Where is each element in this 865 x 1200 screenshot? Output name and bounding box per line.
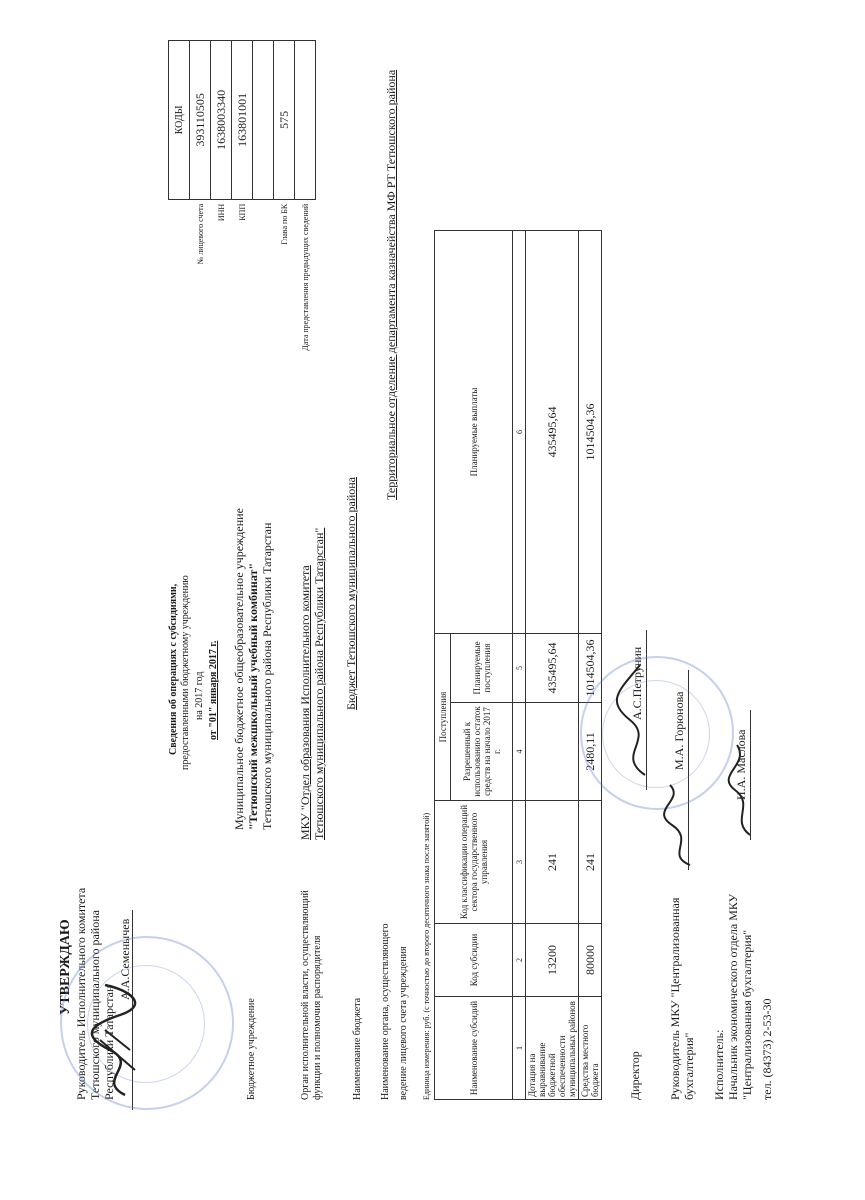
row-1-code: 13200 [526, 924, 579, 997]
row-1-name-line-2: бюджетной обеспеченности [547, 1035, 567, 1097]
budget-label: Наименование бюджета [352, 997, 363, 1100]
executor-name: И.А. Маслова [734, 729, 748, 800]
col-header-receipts: Поступления [435, 634, 451, 801]
head-signature-icon [660, 780, 700, 870]
executor-signature-icon [725, 740, 760, 840]
code-label-kpp: КПП [237, 203, 247, 221]
col-header-name: Наименование субсидий [435, 997, 513, 1100]
col-number-6: 6 [513, 231, 526, 634]
col-header-code: Код субсидии [435, 924, 513, 997]
unit-of-measure: Единица измерения: руб. (с точностью до второго десятичного знака после запятой) [422, 812, 431, 1100]
codes-table [168, 40, 316, 400]
table-row [579, 231, 602, 1100]
approval-title: УТВЕРЖДАЮ [58, 919, 73, 1015]
row-1-planned-payments: 435495,64 [526, 231, 579, 634]
executor-line-1: Начальник экономического отдела МКУ [726, 893, 740, 1100]
col-number-3: 3 [513, 801, 526, 924]
row-1-kosgu: 241 [526, 801, 579, 924]
row-1-name [526, 997, 579, 1100]
institution-line-1: Муниципальное бюджетное общеобразовательное учреждение [232, 508, 246, 830]
executor-label: Исполнитель: [712, 1029, 726, 1100]
head-label-1: Руководитель МКУ "Централизованная [668, 897, 682, 1100]
code-label-prev-date: Дата представления предыдущих сведений [300, 203, 310, 351]
authority-label-2: функции и полномочия распорядителя [312, 935, 323, 1100]
code-value-inn: 1638003340 [211, 41, 232, 200]
report-year: на 2017 год [194, 671, 205, 720]
treasury-value: Территориальное отделение департамента казначейства МФ РТ Тетюшского района [384, 69, 398, 500]
report-subtitle: предоставленными бюджетному учреждению [180, 575, 191, 770]
col-number-1: 1 [513, 997, 526, 1100]
code-label-chapter: Глава по БК [279, 203, 289, 245]
col-header-kosgu: Код классификации операций сектора государственного управления [435, 801, 513, 924]
row-2-kosgu: 241 [579, 801, 602, 924]
treasury-label-1: Наименование органа, осуществляющего [380, 923, 391, 1100]
institution-line-3: Тетюшского муниципального района Республики Татарстан [260, 522, 274, 830]
director-name: А.С.Петрунин [630, 646, 644, 720]
subsidies-table [434, 230, 602, 1100]
row-2-planned-receipts: 1014504,36 [579, 634, 602, 703]
institution-line-2: "Тетюшский межшкольный учебный комбинат" [246, 562, 260, 830]
row-2-planned-payments: 1014504,36 [579, 231, 602, 634]
approval-signer-name: А.А.Семенычев [118, 918, 132, 1000]
row-2-allowed: 2480,11 [579, 702, 602, 800]
codes-header: КОДЫ [169, 41, 190, 200]
row-1-planned-receipts: 435495,64 [526, 634, 579, 703]
head-label-2: бухгалтерия" [682, 1032, 696, 1100]
col-number-4: 4 [513, 702, 526, 800]
code-value-blank [253, 41, 274, 200]
report-date: от "01" января 2017 г. [208, 640, 219, 740]
code-value-kpp: 163801001 [232, 41, 253, 200]
row-1-allowed [526, 702, 579, 800]
director-signature-icon [610, 660, 660, 780]
row-2-code: 80000 [579, 924, 602, 997]
approval-line-2: Тетюшского муниципального района [88, 910, 102, 1100]
approval-line-3: Республики Татарстан [102, 985, 116, 1100]
row-1-name-line-3: муниципальных районов [567, 1001, 577, 1097]
director-label: Директор [628, 1051, 642, 1100]
col-header-planned-payments: Планируемые выплаты [435, 231, 513, 634]
col-header-planned-receipts: Планируемые поступления [451, 634, 513, 703]
col-number-2: 2 [513, 924, 526, 997]
code-value-chapter: 575 [274, 41, 295, 200]
code-value-account: 393110505 [190, 41, 211, 200]
budget-value: Бюджет Тетюшского муниципального района [344, 476, 358, 710]
authority-label-1: Орган исполнительной власти, осуществляющий [300, 890, 311, 1100]
table-row [526, 231, 579, 1100]
executor-phone: тел. (84373) 2-53-30 [760, 998, 774, 1100]
code-value-prev-date [295, 41, 316, 200]
treasury-label-2: ведение лицевого счета учреждения [398, 946, 409, 1100]
row-2-name: Средства местного бюджета [579, 997, 602, 1100]
authority-line-1: МКУ "Отдел образования Исполнительного комитета [298, 565, 312, 840]
authority-line-2: Тетюшского муниципального района Республики Татарстан" [312, 527, 326, 840]
approval-line-1: Руководитель Исполнительного комитета [74, 887, 88, 1100]
code-label-inn: ИНН [216, 203, 226, 222]
col-number-5: 5 [513, 634, 526, 703]
institution-label: Бюджетное учреждение [246, 998, 257, 1100]
report-title: Сведения об операциях с субсидиями, [168, 583, 179, 755]
code-label-account: № лицевого счета [195, 203, 205, 265]
row-1-name-line-1: Дотация на выравнивание [527, 1042, 547, 1097]
col-header-allowed-balance: Разрешенный к использованию остаток средств на начало 2017 г. [451, 702, 513, 800]
approval-signature-icon [85, 980, 145, 1100]
head-name: М.А. Горюнова [672, 691, 686, 770]
executor-line-2: "Централизованная бухгалтерия" [740, 929, 754, 1100]
code-label-blank [253, 199, 274, 400]
